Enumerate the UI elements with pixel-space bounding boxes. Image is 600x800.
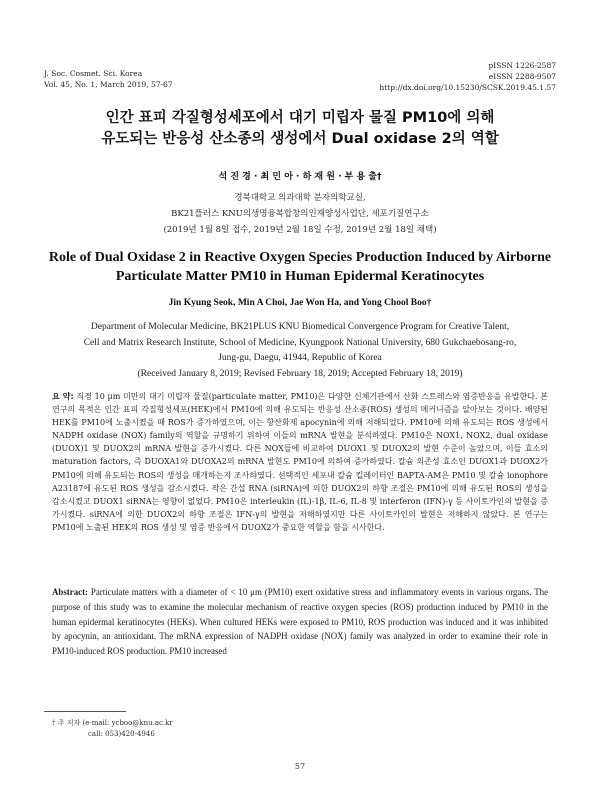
title-korean-line1: 인간 표피 각질형성세포에서 대기 미립자 물질 PM10에 의해	[105, 110, 495, 126]
title-english-line1: Role of Dual Oxidase 2 in Reactive Oxygen Species Production Induced by Airborne	[48, 250, 552, 265]
abstract-korean-label: 요 약:	[52, 392, 74, 401]
journal-name: J. Soc. Cosmet. Sci. Korea	[44, 69, 143, 78]
journal-header-right	[379, 60, 556, 93]
journal-volume: Vol. 45, No. 1, March 2019, 57-67	[44, 80, 173, 89]
footnote-divider	[44, 711, 126, 712]
affiliation-english-line2: Cell and Matrix Research Institute, School of Medicine, Kyungpook National University, 680 Gukchaebosang-ro,	[83, 337, 517, 348]
abstract-english	[52, 585, 548, 659]
abstract-english-label: Abstract:	[52, 587, 88, 597]
corresponding-author-footnote	[52, 718, 173, 740]
journal-header-left	[44, 68, 173, 90]
title-english	[40, 248, 560, 286]
title-english-line2: Particulate Matter PM10 in Human Epidermal Keratinocytes	[115, 269, 485, 284]
abstract-english-text: Particulate matters with a diameter of < 10 μm (PM10) exert oxidative stress and inflammatory events in various organs. The purpose of this study was to examine the molecular mechanism of reactive oxygen species (ROS) production induced by PM10 in the human epidermal keratinocytes (HEKs). When cultured HEKs were exposed to PM10, ROS production was induced and it was inhibited by apocynin, an antioxidant. The mRNA expression of NADPH oxidase (NOX) family was analyzed in order to examine their role in PM10-induced ROS production. PM10 increased	[52, 587, 549, 657]
authors-korean: 석 진 경 · 최 민 아 · 하 재 원 · 부 용 출†	[218, 172, 382, 182]
affiliation-english-line1: Department of Molecular Medicine, BK21PLUS KNU Biomedical Convergence Program for Creative Talent,	[90, 322, 510, 332]
title-korean-line2: 유도되는 반응성 산소종의 생성에서 Dual oxidase 2의 역할	[101, 131, 499, 147]
abstract-korean	[52, 390, 548, 534]
page-number: 57	[294, 762, 306, 771]
footnote-phone: call: 053)420-4946	[88, 730, 155, 738]
affiliation-korean-line1: 경북대학교 의과대학 분자의학교실,	[234, 193, 366, 203]
abstract-korean-text: 직경 10 μm 미만의 대기 미립자 물질(particulate matter, PM10)은 다양한 신체기관에서 산화 스트레스와 염증반응을 유발한다. 본 연구의 목적은 인간 표피 각질형성세포(HEK)에서 PM10에 의해 유도되는 반응성 산소종(ROS) 생성의 메커니즘을 알아보는 것이다. 배양된 HEK를 PM10에 노출시켰을 때 ROS가 증가하였으며, 이는 항산화제 apocynin에 의해 저해되었다. PM10에 의해 유도되는 ROS 생성에서 NADPH oxidase (NOX) family의 역할을 규명하기 위하여 이들의 mRNA 발현을 분석하였다. PM10은 NOX1, NOX2, dual oxidase (DUOX)1 및 DUOX2의 mRNA 발현을 증가시켰다. 다른 NOX들에 비교하여 DUOX1 및 DUOX2의 발현 수준이 높았으며, 이들 효소의 maturation factors, 즉 DUOXA1와 DUOXA2의 mRNA 발현도 PM10에 의하여 증가하였다. 칼슘 의존성 효소인 DUOX1과 DUOX2가 PM10에 의해 유도되는 ROS의 생성을 매개하는지 조사하였다. 선택적인 세포내 칼슘 킬레이터인 BAPTA-AM은 PM10 및 칼슘 ionophore A23187에 유도된 ROS 생성을 감소시켰다. 작은 간섭 RNA (siRNA)에 의한 DUOX2의 하향 조절은 PM10에 의해 유도된 ROS의 생성을 감소시켰고 DUOX1 siRNA는 영향이 없었다. PM10은 interleukin (IL)-1β, IL-6, IL-8 및 interferon (IFN)-γ 등 사이토카인의 발현을 증가시켰다. siRNA에 의한 DUOX2의 하향 조절은 IFN-γ의 발현을 저해하였지만 다른 사이토카인의 발현은 저해하지 않았다. 본 연구는 PM10에 노출된 HEK의 ROS 생성 및 염증 반응에서 DUOX2가 중요한 역할을 함을 시사한다.	[52, 392, 548, 532]
received-dates-korean: (2019년 1월 8일 접수, 2019년 2월 18일 수정, 2019년 2월 18일 채택)	[163, 225, 437, 235]
pissn: pISSN 1226-2587	[488, 61, 556, 70]
affiliation-english-line3: Jung-gu, Daegu, 41944, Republic of Korea	[218, 353, 382, 363]
affiliation-korean	[0, 190, 600, 238]
received-dates-english: (Received January 8, 2019; Revised February 18, 2019; Accepted February 18, 2019)	[137, 368, 463, 379]
affiliation-korean-line2: BK21플러스 KNU의생명융복합창의인재양성사업단, 세포기질연구소	[171, 209, 429, 219]
title-korean	[40, 108, 560, 150]
footnote-email: † 주 저자 (e-mail: ycboo@knu.ac.kr	[52, 719, 173, 727]
affiliation-english	[44, 320, 556, 382]
eissn: eISSN 2288-9507	[488, 72, 556, 81]
authors-english: Jin Kyung Seok, Min A Choi, Jae Won Ha, and Yong Chool Boo†	[168, 298, 432, 308]
doi-link[interactable]: http://dx.doi.org/10.15230/SCSK.2019.45.1.57	[379, 83, 556, 92]
